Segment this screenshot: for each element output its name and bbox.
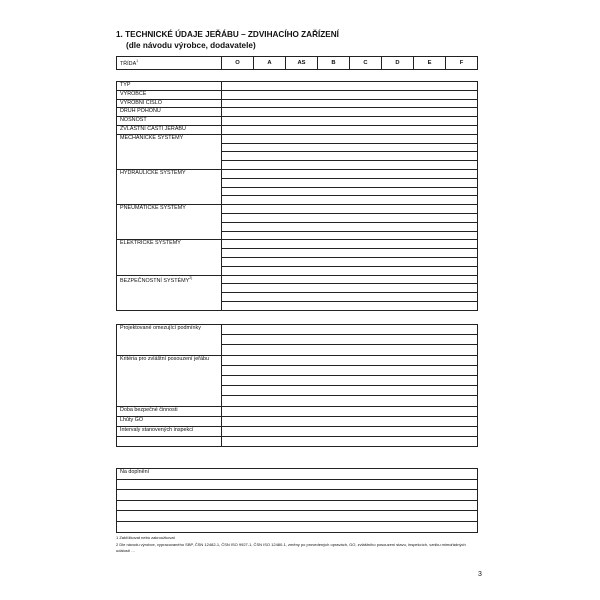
value-field[interactable] (222, 169, 478, 178)
notes-field[interactable] (117, 521, 478, 532)
value-field[interactable] (222, 266, 478, 275)
value-field[interactable] (222, 222, 478, 231)
table-row (117, 205, 478, 214)
value-field[interactable] (222, 125, 478, 134)
table-row (117, 240, 478, 249)
footnote-divider (116, 532, 156, 533)
value-field[interactable] (222, 284, 478, 293)
value-field[interactable] (222, 249, 478, 258)
row-label: Lhůty GO (117, 416, 222, 426)
value-field[interactable] (222, 205, 478, 214)
class-cell[interactable]: O (222, 57, 254, 70)
row-label: Projektované omezující podmínky (117, 325, 222, 356)
footnotes (116, 535, 478, 555)
notes-field[interactable] (117, 511, 478, 522)
table-row (117, 355, 478, 365)
value-field[interactable] (222, 187, 478, 196)
notes-line (117, 479, 478, 490)
value-field[interactable] (222, 240, 478, 249)
table-row (117, 125, 478, 134)
row-label: VÝROBCE (117, 90, 222, 99)
table-row (117, 437, 478, 447)
value-field[interactable] (222, 437, 478, 447)
class-cell[interactable]: B (318, 57, 350, 70)
table-row (117, 275, 478, 284)
notes-field[interactable] (117, 490, 478, 501)
value-field[interactable] (222, 196, 478, 205)
value-field[interactable] (222, 161, 478, 170)
table-row (117, 82, 478, 91)
table-row (117, 134, 478, 143)
value-field[interactable] (222, 99, 478, 108)
row-label: BEZPEČNOSTNÍ SYSTÉMY$^{2)}$ (117, 275, 222, 310)
row-label: ZVLÁŠTNÍ ČÁSTI JEŘÁBU (117, 125, 222, 134)
value-field[interactable] (222, 82, 478, 91)
technical-data-table (116, 81, 478, 311)
notes-table (116, 468, 478, 533)
value-field[interactable] (222, 231, 478, 240)
section-title (116, 29, 339, 51)
row-label: PNEUMATICKÉ SYSTÉMY (117, 205, 222, 240)
value-field[interactable] (222, 375, 478, 385)
value-field[interactable] (222, 325, 478, 335)
value-field[interactable] (222, 213, 478, 222)
value-field[interactable] (222, 108, 478, 117)
value-field[interactable] (222, 301, 478, 310)
footnote-2: 2 Dle návodu výrobce, vypracovaného SBP, ČSN 12482-1, ČSN ISO 9927-1, ČSN ISO 12480-1, změny po provedených opravách, GO, zvláštního posouzení stavu, inspekcích, vzniku mimořádných událostí … (116, 542, 466, 553)
value-field[interactable] (222, 416, 478, 426)
section-title-sub: (dle návodu výrobce, dodavatele) (126, 41, 256, 50)
notes-header-row (117, 469, 478, 480)
row-label: DRUH POHONU (117, 108, 222, 117)
class-cell[interactable]: D (382, 57, 414, 70)
row-label: NOSNOST (117, 117, 222, 126)
table-row (117, 325, 478, 335)
value-field[interactable] (222, 365, 478, 375)
value-field[interactable] (222, 90, 478, 99)
row-label (117, 437, 222, 447)
value-field[interactable] (222, 335, 478, 345)
value-field[interactable] (222, 386, 478, 396)
value-field[interactable] (222, 275, 478, 284)
value-field[interactable] (222, 117, 478, 126)
value-field[interactable] (222, 178, 478, 187)
class-cell[interactable]: C (350, 57, 382, 70)
row-label: Doba bezpečné činnosti (117, 406, 222, 416)
class-label: TŘÍDA$^1$ (117, 57, 222, 70)
row-label: ELEKTRICKÉ SYSTÉMY (117, 240, 222, 275)
class-cell[interactable]: AS (286, 57, 318, 70)
notes-line (117, 500, 478, 511)
class-cell[interactable]: F (446, 57, 478, 70)
page-number: 3 (478, 571, 482, 578)
row-label: TYP (117, 82, 222, 91)
value-field[interactable] (222, 406, 478, 416)
notes-field[interactable] (117, 500, 478, 511)
table-row (117, 416, 478, 426)
row-label: VÝROBNÍ ČÍSLO (117, 99, 222, 108)
class-cell[interactable]: E (414, 57, 446, 70)
limits-table (116, 324, 478, 447)
value-field[interactable] (222, 134, 478, 143)
table-row (117, 169, 478, 178)
value-field[interactable] (222, 257, 478, 266)
table-row (117, 117, 478, 126)
table-row (117, 108, 478, 117)
value-field[interactable] (222, 355, 478, 365)
table-row (117, 90, 478, 99)
row-label: MECHANICKÉ SYSTÉMY (117, 134, 222, 169)
notes-line (117, 521, 478, 532)
value-field[interactable] (222, 152, 478, 161)
value-field[interactable] (222, 345, 478, 355)
value-field[interactable] (222, 426, 478, 436)
notes-label: Na doplnění (117, 469, 478, 480)
footnote-1: 1 Zakřížkovat nebo zakroužkovat (116, 535, 175, 540)
value-field[interactable] (222, 396, 478, 406)
notes-line (117, 511, 478, 522)
value-field[interactable] (222, 143, 478, 152)
notes-field[interactable] (117, 479, 478, 490)
row-label: HYDRAULICKÉ SYSTÉMY (117, 169, 222, 204)
class-row (117, 57, 478, 70)
row-label: Kritéria pro zvláštní posouzení jeřábu (117, 355, 222, 406)
section-title-main: 1. TECHNICKÉ ÚDAJE JEŘÁBU – ZDVIHACÍHO ZAŘÍZENÍ (116, 30, 339, 39)
class-cell[interactable]: A (254, 57, 286, 70)
table-row (117, 99, 478, 108)
class-table (116, 56, 478, 70)
table-row (117, 426, 478, 436)
value-field[interactable] (222, 293, 478, 302)
notes-line (117, 490, 478, 501)
row-label: Intervaly stanovených inspekcí (117, 426, 222, 436)
table-row (117, 406, 478, 416)
